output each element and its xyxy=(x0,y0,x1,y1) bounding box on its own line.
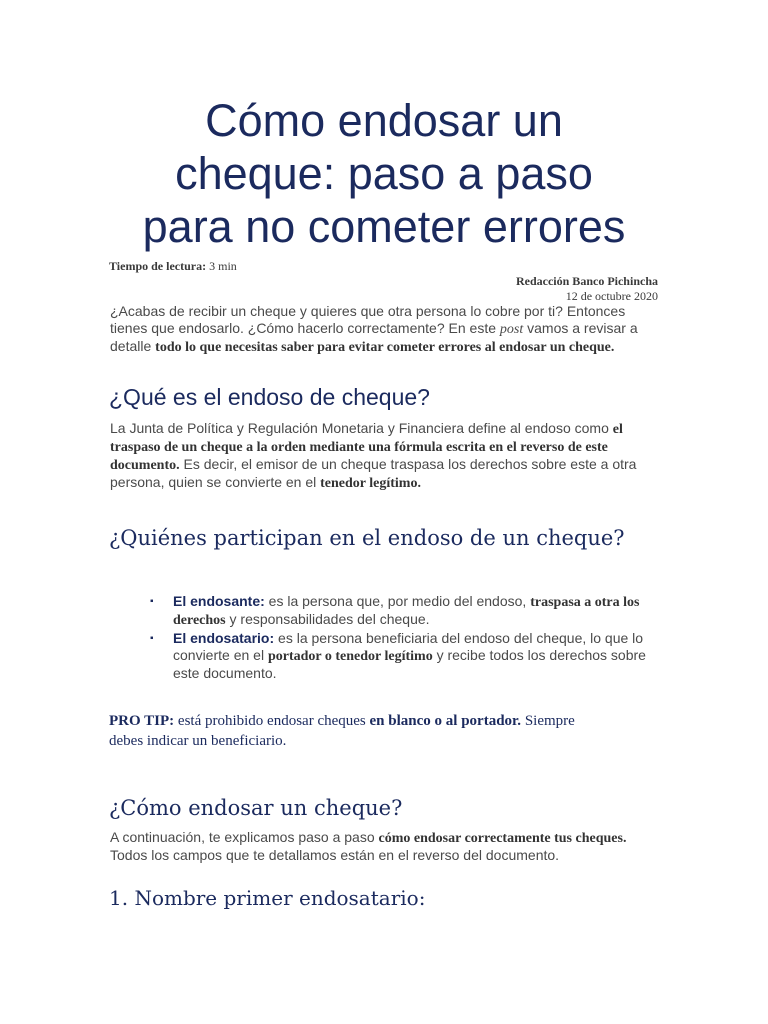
pro-tip xyxy=(109,711,579,751)
participant-bold: traspasa a otra los derechos xyxy=(173,595,640,628)
page-title-line-1: Cómo endosar un xyxy=(205,95,563,146)
what-is-paragraph xyxy=(110,420,660,492)
intro-text-1: ¿Acabas de recibir un cheque y quieres que otra persona lo cobre por ti? Entonces tienes que endosarlo. ¿Cómo hacerlo correctamente? En este xyxy=(110,303,626,336)
how-to-bold: cómo endosar correctamente tus cheques. xyxy=(378,831,627,846)
pro-tip-label: PRO TIP: xyxy=(109,713,175,729)
what-is-text-2: Es decir, el emisor de un cheque traspasa los derechos sobre este a otra persona, quien se convierte en el xyxy=(110,456,637,490)
bullet-icon: ▪ xyxy=(150,633,154,644)
byline xyxy=(516,274,658,304)
intro-text-2: vamos a revisar a detalle xyxy=(110,320,638,354)
bullet-icon: ▪ xyxy=(150,596,154,607)
page-title-line-2: cheque: paso a paso xyxy=(175,148,593,199)
participant-bold: portador o tenedor legítimo xyxy=(267,649,433,664)
intro-bold: todo lo que necesitas saber para evitar cometer errores al endosar un cheque. xyxy=(155,340,615,355)
publish-date: 12 de octubre 2020 xyxy=(565,289,658,303)
participant-text-2: y recibe todos los derechos sobre este documento. xyxy=(173,647,646,681)
participants-list xyxy=(150,593,660,683)
list-item xyxy=(150,630,660,682)
pro-tip-text-2: Siempre debes indicar un beneficiario. xyxy=(109,713,575,749)
author: Redacción Banco Pichincha xyxy=(515,274,658,288)
what-is-bold-1: el traspaso de un cheque a la orden mediante una fórmula escrita en el reverso de este documento. xyxy=(110,422,623,473)
section-heading-what-is: ¿Qué es el endoso de cheque? xyxy=(109,384,430,410)
participant-text-1: es la persona que, por medio del endoso, xyxy=(264,593,531,609)
intro-post-word: post xyxy=(499,322,524,337)
what-is-bold-2: tenedor legítimo. xyxy=(320,476,421,491)
reading-time-value: 3 min xyxy=(209,259,237,273)
section-heading-participants: ¿Quiénes participan en el endoso de un cheque? xyxy=(109,526,625,550)
how-to-text-2: Todos los campos que te detallamos están en el reverso del documento. xyxy=(110,847,560,863)
step-heading-1: 1. Nombre primer endosatario: xyxy=(109,886,426,910)
participant-term: El endosatario: xyxy=(173,630,275,646)
reading-time-label: Tiempo de lectura: xyxy=(109,259,207,273)
how-to-text-1: A continuación, te explicamos paso a paso xyxy=(110,829,379,845)
pro-tip-text-1: está prohibido endosar cheques xyxy=(174,713,370,729)
participant-text-1: es la persona beneficiaria del endoso del cheque, lo que lo convierte en el xyxy=(173,630,644,663)
page-title-line-3: para no cometer errores xyxy=(142,201,626,252)
participant-term: El endosante: xyxy=(173,593,265,609)
list-item xyxy=(150,593,660,629)
section-heading-how-to: ¿Cómo endosar un cheque? xyxy=(109,796,403,820)
reading-time xyxy=(109,259,237,274)
how-to-paragraph xyxy=(110,829,660,864)
what-is-text-1: La Junta de Política y Regulación Monetaria y Financiera define al endoso como xyxy=(110,420,613,436)
participant-text-2: y responsabilidades del cheque. xyxy=(225,611,430,627)
page-title xyxy=(0,94,768,253)
pro-tip-bold: en blanco o al portador. xyxy=(369,713,522,729)
intro-paragraph xyxy=(110,303,660,356)
